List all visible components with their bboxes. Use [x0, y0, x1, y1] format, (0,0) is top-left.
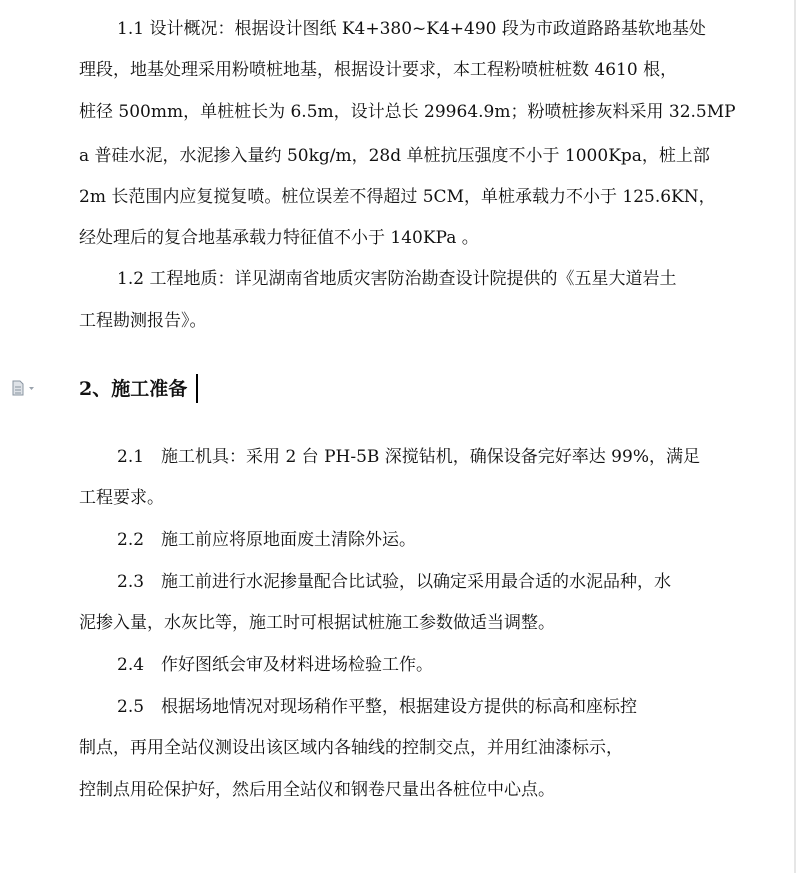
- text-line: 理段，地基处理采用粉喷桩地基，根据设计要求，本工程粉喷桩桩数 4610 根，: [79, 60, 678, 80]
- section-heading: 2、施工准备: [79, 378, 188, 400]
- text-line: 2.5 根据场地情况对现场稍作平整，根据建设方提供的标高和座标控: [117, 697, 638, 717]
- text-line: 1.2 工程地质：详见湖南省地质灾害防治勘查设计院提供的《五星大道岩土: [117, 269, 677, 289]
- text-line: 经处理后的复合地基承载力特征值不小于 140KPa 。: [79, 228, 479, 248]
- text-line: 2.4 作好图纸会审及材料进场检验工作。: [117, 655, 434, 675]
- text-line: 制点，再用全站仪测设出该区域内各轴线的控制交点，并用红油漆标示，: [79, 738, 623, 758]
- text-line: 2.3 施工前进行水泥掺量配合比试验，以确定采用最合适的水泥品种，水: [117, 572, 672, 592]
- text-line: 控制点用砼保护好，然后用全站仪和钢卷尺量出各桩位中心点。: [79, 780, 555, 800]
- text-line: 1.1 设计概况：根据设计图纸 K4+380~K4+490 段为市政道路路基软地基处: [117, 19, 706, 39]
- document-icon[interactable]: [11, 380, 37, 396]
- text-line: 工程要求。: [79, 488, 164, 508]
- text-line: 工程勘测报告》。: [79, 311, 207, 331]
- text-line: 2m 长范围内应复搅复喷。桩位误差不得超过 5CM，单桩承载力不小于 125.6KN，: [79, 187, 716, 207]
- text-line: 桩径 500mm，单桩桩长为 6.5m，设计总长 29964.9m；粉喷桩掺灰料采用 32.5MP: [79, 102, 736, 122]
- text-line: 泥掺入量，水灰比等，施工时可根据试桩施工参数做适当调整。: [79, 613, 555, 633]
- text-cursor: [196, 374, 198, 403]
- text-line: 2.1 施工机具：采用 2 台 PH-5B 深搅钻机，确保设备完好率达 99%，满足: [117, 447, 700, 467]
- text-line: a 普硅水泥，水泥掺入量约 50kg/m，28d 单桩抗压强度不小于 1000Kpa，桩上部: [79, 146, 710, 166]
- text-line: 2.2 施工前应将原地面废土清除外运。: [117, 530, 417, 550]
